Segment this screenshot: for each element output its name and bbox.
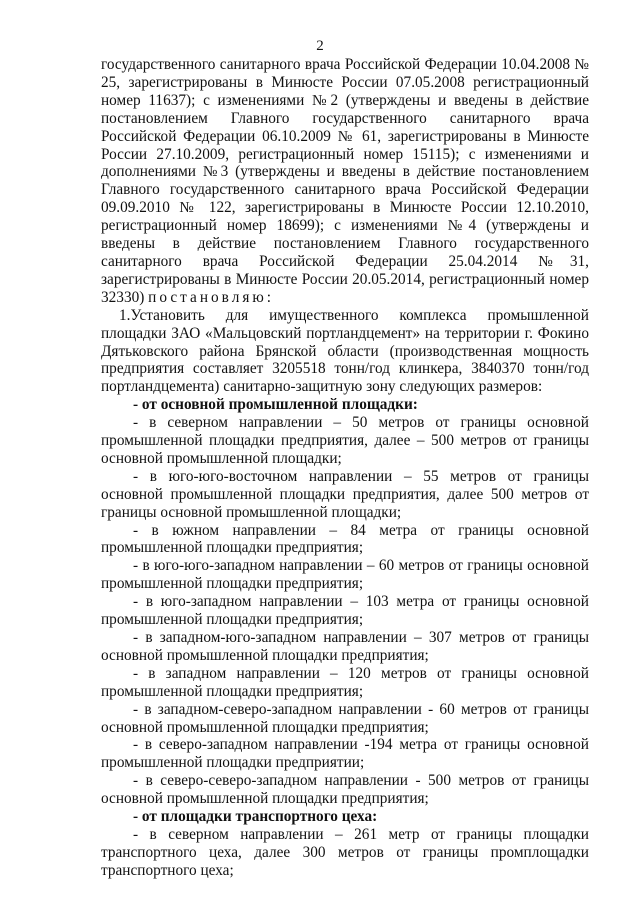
list-item: - в юго-западном направлении – 103 метра от границы основной промышленной площадки предприятия; (101, 593, 589, 629)
intro-text: государственного санитарного врача Российской Федерации 10.04.2008 № 25, зарегистрированы в Минюсте России 07.05.2008 регистрационный номер 11637); с изменениями №2 (утверждены и введены в действие постановлением Главного государственного санитарного врача Российской Федерации 06.10.2009 № 61, зарегистрированы в Минюсте России 27.10.2009, регистрационный номер 15115); с изменениями и дополнениями №3 (утверждены и введены в действие постановлением Главного государственного санитарного врача Российской Федерации 09.09.2010 № 122, зарегистрированы в Минюсте России 12.10.2010, регистрационный номер 18699); с изменениями №4 (утверждены и введены в действие постановлением Главного государственного санитарного врача Российской Федерации 25.04.2014 №31, зарегистрированы в Минюсте России 20.05.2014, регистрационный номер 32330) (101, 56, 589, 306)
page-number: 2 (316, 38, 324, 54)
list-item: - в северном направлении – 50 метров от границы основной промышленной площадки предприятия, далее – 500 метров от границы основной промышленной площадки; (101, 414, 589, 467)
list-item: - в юго-юго-западном направлении – 60 метров от границы основной промышленной площадки предприятия; (101, 557, 589, 593)
section-transport-heading: - от площадки транспортного цеха: (133, 808, 378, 826)
decree-word: постановляю: (148, 288, 275, 306)
list-item: - в северо-западном направлении -194 метра от границы основной промышленной площадки предприятии; (101, 736, 589, 772)
clause-1: 1.Установить для имущественного комплекса промышленной площадки ЗАО «Мальцовский портландцемент» на территории г. Фокино Дятьковского района Брянской области (производственная мощность предприятия составляет 3205518 тонн/год клинкера, 3840370 тонн/год портландцемента) санитарно-защитную зону следующих размеров: (101, 306, 589, 396)
list-item: - в западном-юго-западном направлении – 307 метров от границы основной промышленной площадки предприятия; (101, 629, 589, 664)
intro-paragraph (101, 56, 589, 307)
list-item: - в западном направлении – 120 метров от границы основной промышленной площадки предприятия; (101, 664, 589, 700)
list-item: - в западном-северо-западном направлении - 60 метров от границы основной промышленной площадки предприятия; (101, 700, 589, 736)
section-main-heading: - от основной промышленной площадки: (133, 396, 418, 414)
list-item: - в северном направлении – 261 метр от границы площадки транспортного цеха, далее 300 метров от границы промплощадки транспортного цеха; (101, 825, 589, 879)
list-item: - в юго-юго-восточном направлении – 55 метров от границы основной промышленной площадки предприятия, далее 500 метров от границы основной промышленной площадки; (101, 467, 589, 521)
document-body (101, 56, 589, 880)
list-item: - в южном направлении – 84 метра от границы основной промышленной площадки предприятия; (101, 521, 589, 557)
list-item: - в северо-северо-западном направлении - 500 метров от границы основной промышленной площадки предприятия; (101, 772, 589, 808)
